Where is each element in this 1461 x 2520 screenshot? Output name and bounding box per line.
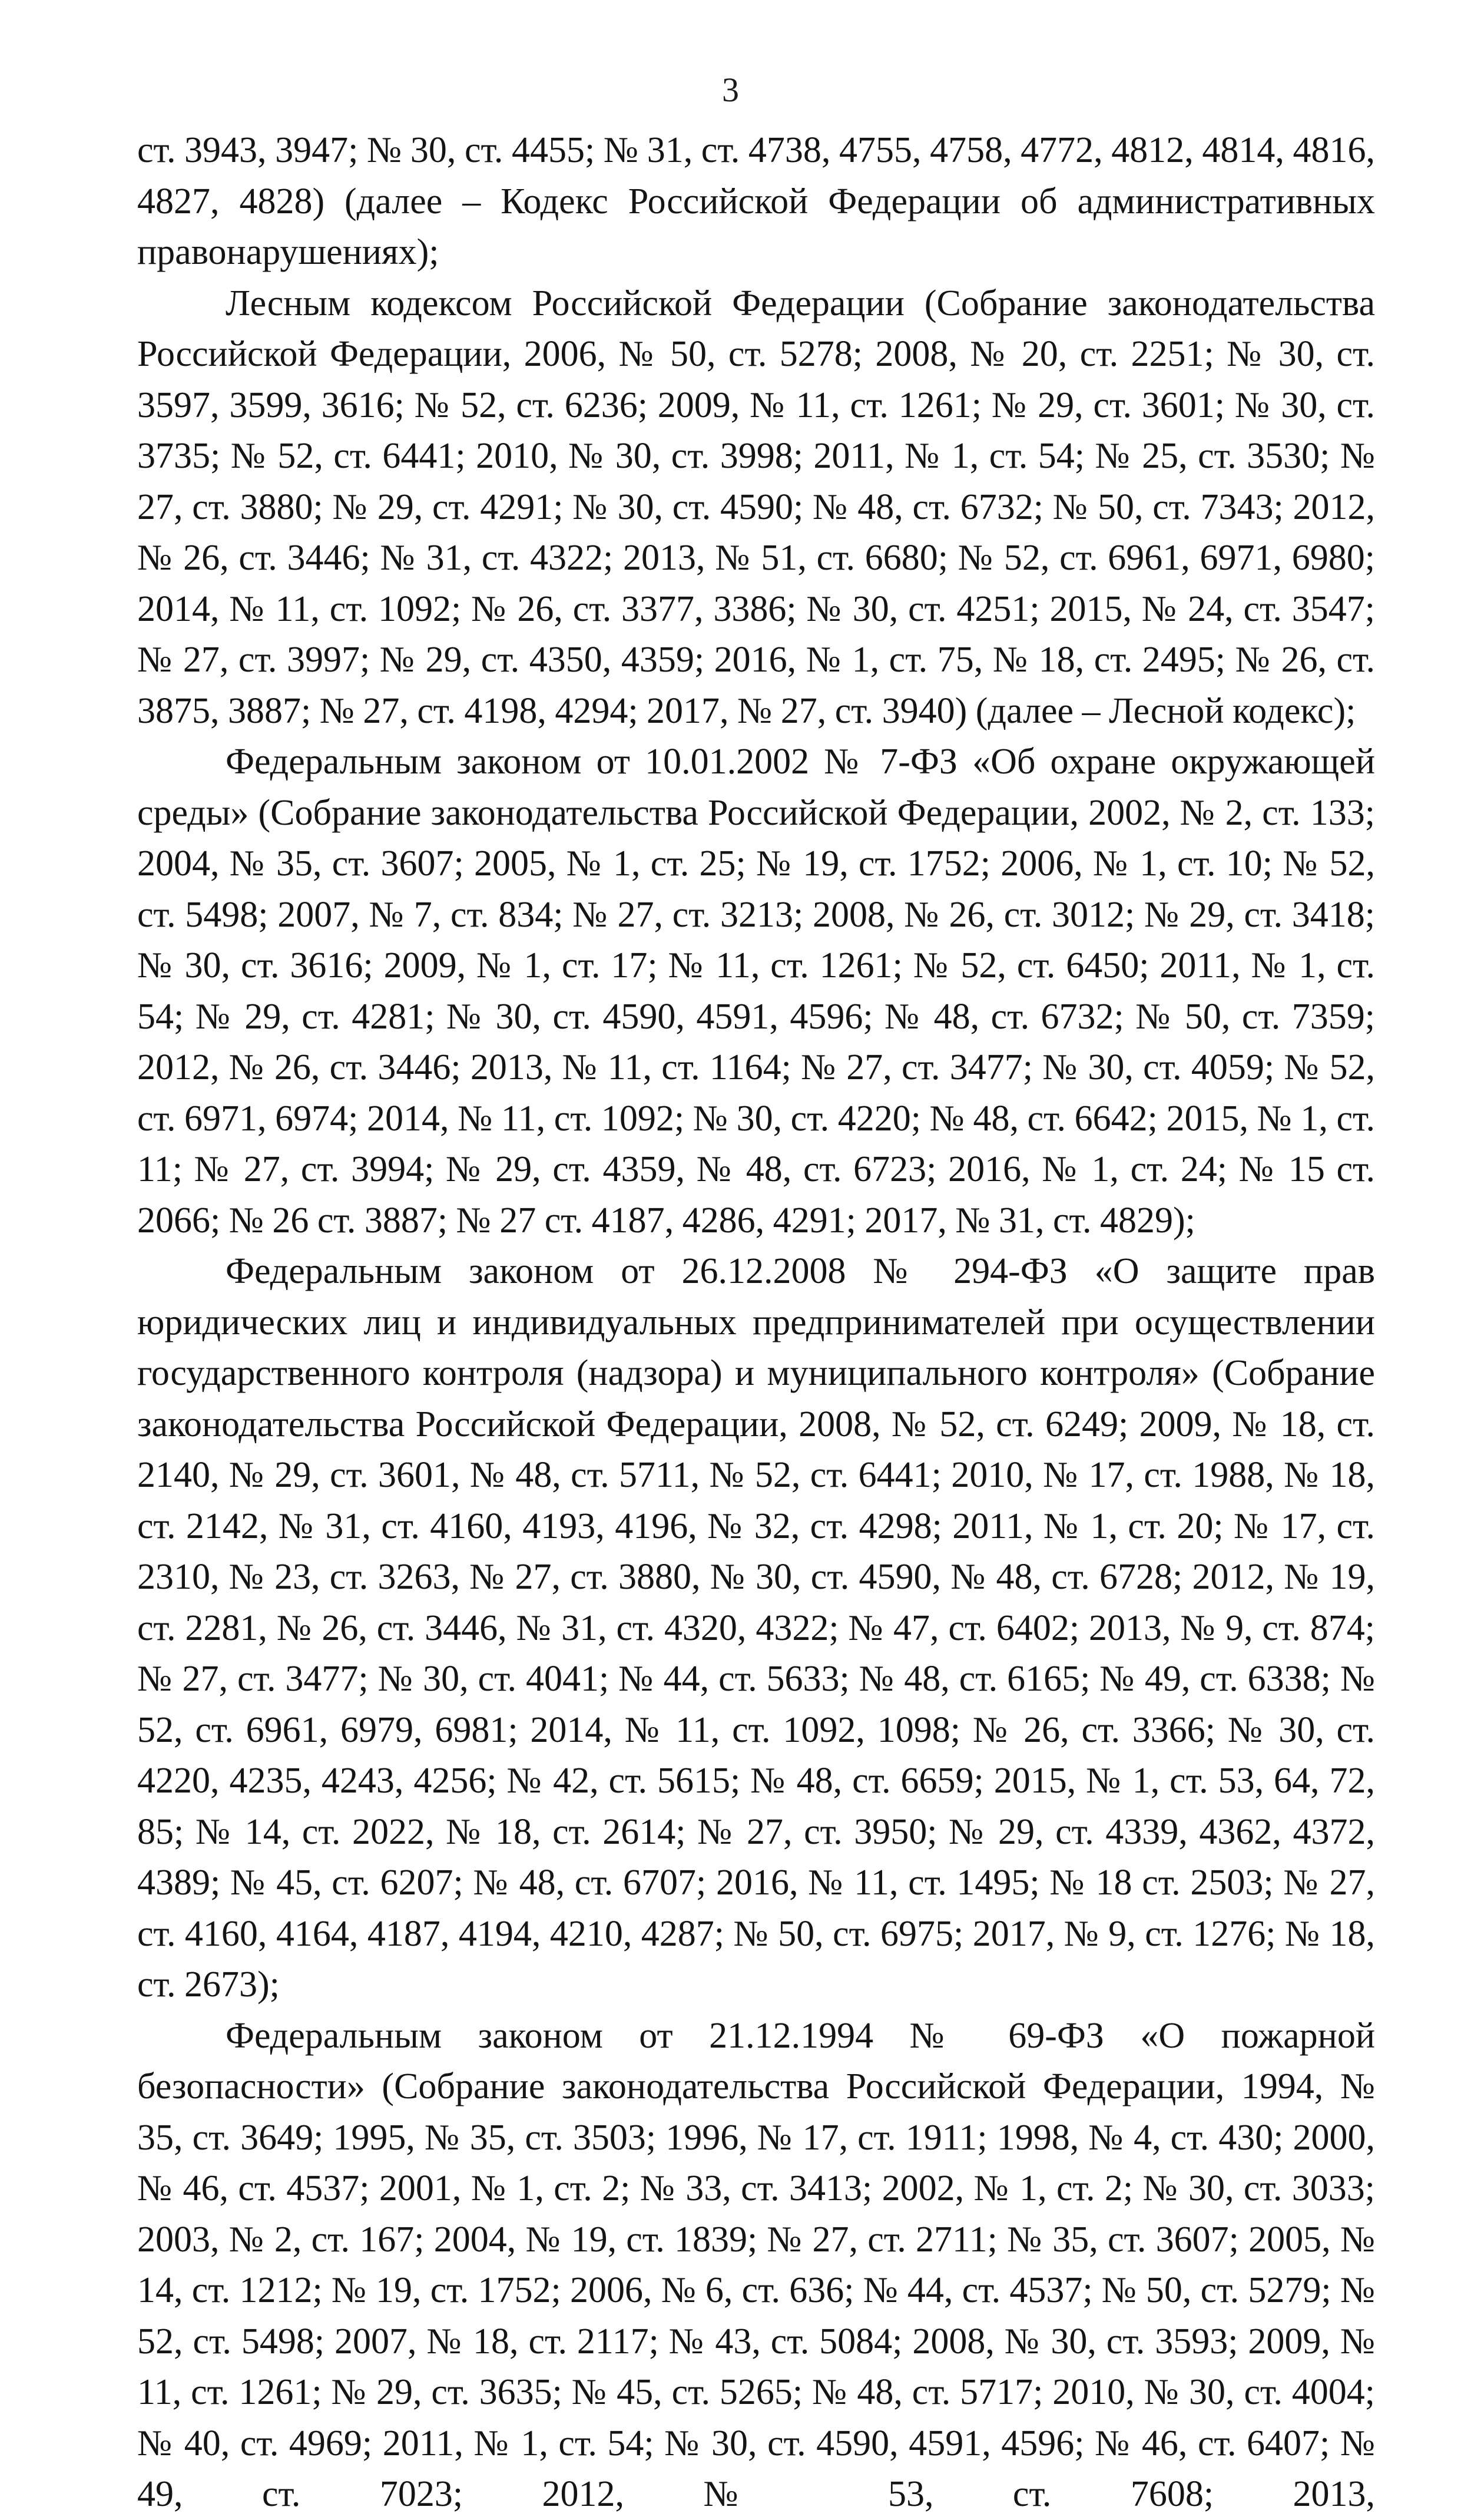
paragraph-environment-law: Федеральным законом от 10.01.2002 № 7-ФЗ «Об охране окружающей среды» (Собрание законодательства Российской Федерации, 2002, № 2, ст. 133; 2004, № 35, ст. 3607; 2005, № 1, ст. 25; № 19, ст. 1752; 2006, № 1, ст. 10; № 52, ст. 5498; 2007, № 7, ст. 834; № 27, ст. 3213; 2008, № 26, ст. 3012; № 29, ст. 3418; № 30, ст. 3616; 2009, № 1, ст. 17; № 11, ст. 1261; № 52, ст. 6450; 2011, № 1, ст. 54; № 29, ст. 4281; № 30, ст. 4590, 4591, 4596; № 48, ст. 6732; № 50, ст. 7359; 2012, № 26, ст. 3446; 2013, № 11, ст. 1164; № 27, ст. 3477; № 30, ст. 4059; № 52, ст. 6971, 6974; 2014, № 11, ст. 1092; № 30, ст. 4220; № 48, ст. 6642; 2015, № 1, ст. 11; № 27, ст. 3994; № 29, ст. 4359, № 48, ст. 6723; 2016, № 1, ст. 24; № 15 ст. 2066; № 26 ст. 3887; № 27 ст. 4187, 4286, 4291; 2017, № 31, ст. 4829); — [137, 742, 1375, 1241]
paragraph-business-protection-law: Федеральным законом от 26.12.2008 № 294-ФЗ «О защите прав юридических лиц и индивидуальных предпринимателей при осуществлении государственного контроля (надзора) и муниципального контроля» (Собрание законодательства Российской Федерации, 2008, № 52, ст. 6249; 2009, № 18, ст. 2140, № 29, ст. 3601, № 48, ст. 5711, № 52, ст. 6441; 2010, № 17, ст. 1988, № 18, ст. 2142, № 31, ст. 4160, 4193, 4196, № 32, ст. 4298; 2011, № 1, ст. 20; № 17, ст. 2310, № 23, ст. 3263, № 27, ст. 3880, № 30, ст. 4590, № 48, ст. 6728; 2012, № 19, ст. 2281, № 26, ст. 3446, № 31, ст. 4320, 4322; № 47, ст. 6402; 2013, № 9, ст. 874; № 27, ст. 3477; № 30, ст. 4041; № 44, ст. 5633; № 48, ст. 6165; № 49, ст. 6338; № 52, ст. 6961, 6979, 6981; 2014, № 11, ст. 1092, 1098; № 26, ст. 3366; № 30, ст. 4220, 4235, 4243, 4256; № 42, ст. 5615; № 48, ст. 6659; 2015, № 1, ст. 53, 64, 72, 85; № 14, ст. 2022, № 18, ст. 2614; № 27, ст. 3950; № 29, ст. 4339, 4362, 4372, 4389; № 45, ст. 6207; № 48, ст. 6707; 2016, № 11, ст. 1495; № 18 ст. 2503; № 27, ст. 4160, 4164, 4187, 4194, 4210, 4287; № 50, ст. 6975; 2017, № 9, ст. 1276; № 18, ст. 2673); — [137, 1251, 1375, 2005]
document-body — [137, 125, 1375, 2520]
page-number: 3 — [722, 71, 739, 109]
paragraph-admin-code-continuation: ст. 3943, 3947; № 30, ст. 4455; № 31, ст. 4738, 4755, 4758, 4772, 4812, 4814, 4816, 4827, 4828) (далее – Кодекс Российской Федерации об административных правонарушениях); — [137, 130, 1375, 272]
paragraph-forest-code: Лесным кодексом Российской Федерации (Собрание законодательства Российской Федерации, 2006, № 50, ст. 5278; 2008, № 20, ст. 2251; № 30, ст. 3597, 3599, 3616; № 52, ст. 6236; 2009, № 11, ст. 1261; № 29, ст. 3601; № 30, ст. 3735; № 52, ст. 6441; 2010, № 30, ст. 3998; 2011, № 1, ст. 54; № 25, ст. 3530; № 27, ст. 3880; № 29, ст. 4291; № 30, ст. 4590; № 48, ст. 6732; № 50, ст. 7343; 2012, № 26, ст. 3446; № 31, ст. 4322; 2013, № 51, ст. 6680; № 52, ст. 6961, 6971, 6980; 2014, № 11, ст. 1092; № 26, ст. 3377, 3386; № 30, ст. 4251; 2015, № 24, ст. 3547; № 27, ст. 3997; № 29, ст. 4350, 4359; 2016, № 1, ст. 75, № 18, ст. 2495; № 26, ст. 3875, 3887; № 27, ст. 4198, 4294; 2017, № 27, ст. 3940) (далее – Лесной кодекс); — [137, 283, 1375, 731]
paragraph-fire-safety-law: Федеральным законом от 21.12.1994 № 69-ФЗ «О пожарной безопасности» (Собрание законодательства Российской Федерации, 1994, № 35, ст. 3649; 1995, № 35, ст. 3503; 1996, № 17, ст. 1911; 1998, № 4, ст. 430; 2000, № 46, ст. 4537; 2001, № 1, ст. 2; № 33, ст. 3413; 2002, № 1, ст. 2; № 30, ст. 3033; 2003, № 2, ст. 167; 2004, № 19, ст. 1839; № 27, ст. 2711; № 35, ст. 3607; 2005, № 14, ст. 1212; № 19, ст. 1752; 2006, № 6, ст. 636; № 44, ст. 4537; № 50, ст. 5279; № 52, ст. 5498; 2007, № 18, ст. 2117; № 43, ст. 5084; 2008, № 30, ст. 3593; 2009, № 11, ст. 1261; № 29, ст. 3635; № 45, ст. 5265; № 48, ст. 5717; 2010, № 30, ст. 4004; № 40, ст. 4969; 2011, № 1, ст. 54; № 30, ст. 4590, 4591, 4596; № 46, ст. 6407; № 49, ст. 7023; 2012, № 53, ст. 7608; 2013, — [137, 2015, 1375, 2514]
